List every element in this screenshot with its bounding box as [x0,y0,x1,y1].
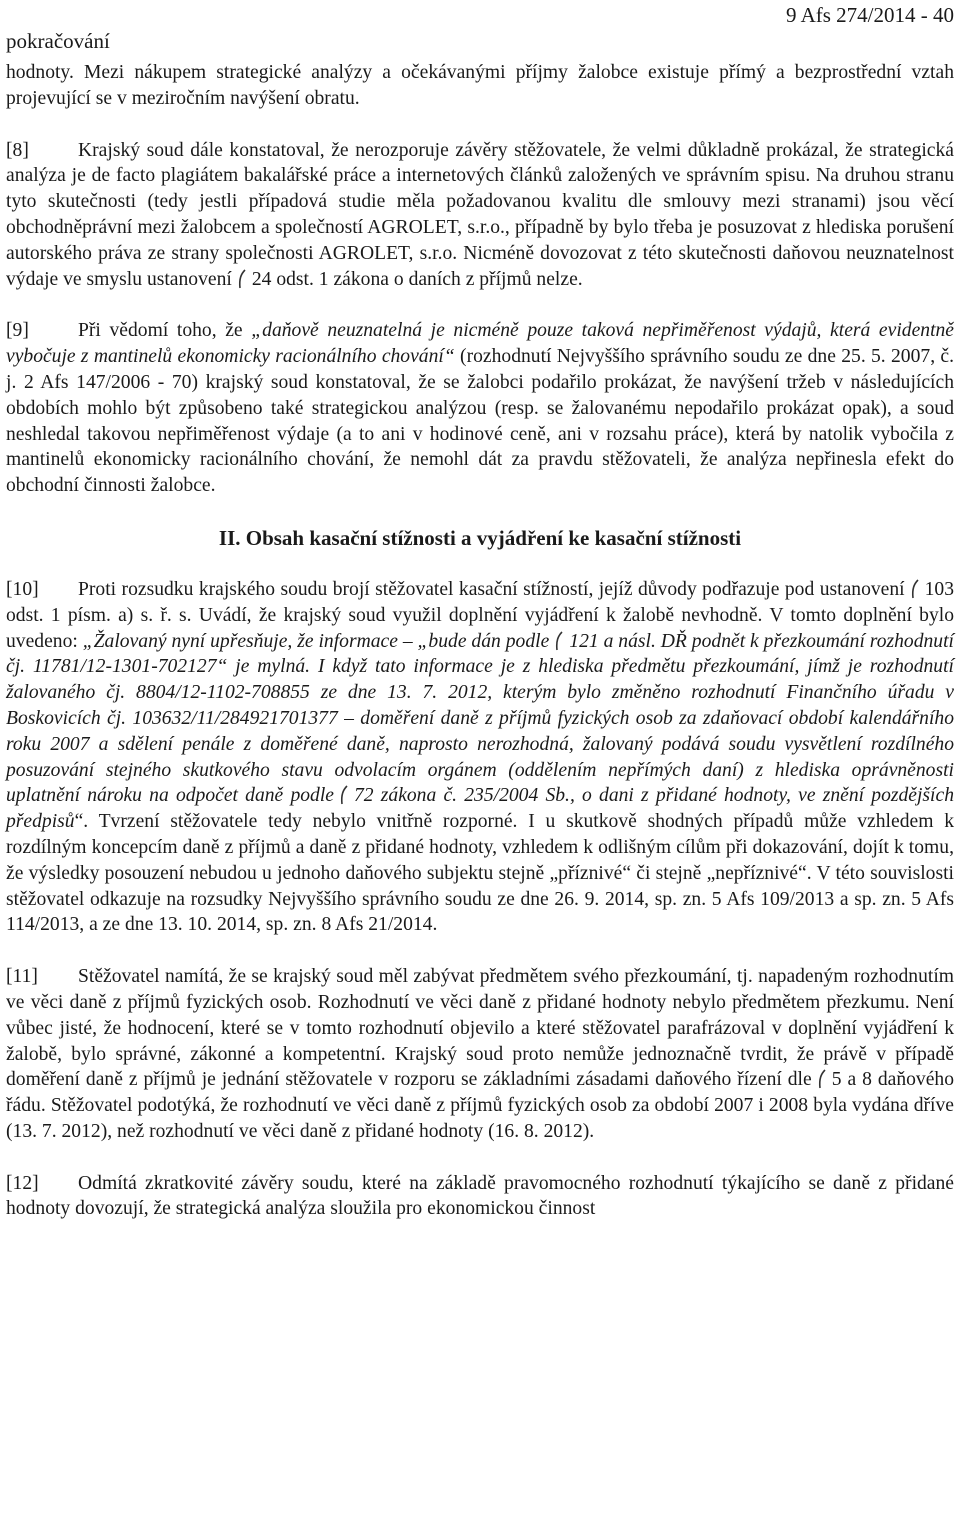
paragraph-number: [9] [6,320,29,342]
section-sign-icon [909,579,921,599]
section-sign-icon [553,631,565,651]
paragraph-11: [11] Stěžovatel namítá, že se krajský soud měl zabývat předmětem svého přezkoumání, tj. napadeným rozhodnutím ve věci daně z příjmů fyzických osob. Rozhodnutí ve věci daně z přidané hodnoty nebylo předmětem přezkumu. Není vůbec jisté, že hodnocení, které se v tomto rozhodnutí objevilo a které stěžovatel parafrázoval v doplnění vyjádření k žalobě, bylo správné, zákonné a kompetentní. Krajský soud proto nemůže jednoznačně tvrdit, že právě v případě doměření daně z příjmů je jednání stěžovatele v rozporu se základními zásadami daňového řízení dle 5 a 8 daňového řádu. Stěžovatel podotýká, že rozhodnutí ve věci daně z příjmů fyzických osob za období 2007 i 2008 byla vydána dříve (13. 7. 2012), než rozhodnutí ve věci daně z přidané hodnoty (16. 8. 2012). [6,966,954,1142]
header-continuation: pokračování [6,29,110,53]
paragraph-number: [11] [6,966,38,988]
document-page [6,0,954,1222]
section-heading: II. Obsah kasační stížnosti a vyjádření ke kasační stížnosti [218,525,742,550]
paragraph-number: [12] [6,1172,39,1194]
section-sign-icon [816,1069,828,1089]
paragraph-continuation: hodnoty. Mezi nákupem strategické analýzy a očekávanými příjmy žalobce existuje přímý a bezprostřední vztah projevující se v meziročním navýšení obratu. [6,62,954,109]
quote-judgment: „daňově neuznatelná je nicméně pouze taková nepřiměřenost výdajů, která evidentně vybočuje z mantinelů ekonomicky racionálního chování“ [6,320,955,368]
section-sign-icon [338,785,350,805]
page-header [6,0,954,60]
paragraph-number: [8] [6,139,29,161]
paragraph-10: [10] Proti rozsudku krajského soudu brojí stěžovatel kasační stížností, jejíž důvody podřazuje pod ustanovení 103 odst. 1 písm. a) s. ř. s. Uvádí, že krajský soud využil doplnění vyjádření k žalobě nevhodně. V tomto doplnění bylo uvedeno: „Žalovaný nyní upřesňuje, že informace – „bude dán podle 121 a násl. DŘ podnět k přezkoumání rozhodnutí čj. 11781/12-1301-702127“ je mylná. I když tato informace je z hlediska předmětu přezkoumání, jímž je rozhodnutí žalovaného čj. 8804/12-1102-708855 ze dne 13. 7. 2012, kterým bylo změněno rozhodnutí Finančního úřadu v Boskovicích čj. 103632/11/284921701377 – doměření daně z příjmů fyzických osob za zdaňovací období kalendářního roku 2007 a sdělení penále z doměřené daně, naprosto nerozhodná, žalovaný podává soudu vysvětlení rozdílného posuzování stejného skutkového stavu odvolacím orgánem (oddělením nepřímých daní) z hlediska oprávněnosti uplatnění nároku na odpočet daně podle 72 zákona č. 235/2004 Sb., o dani z přidané hodnoty, ve znění pozdějších předpisů“. Tvrzení stěžovatele tedy nebylo vnitřně rozporné. I u skutkově shodných případů může vzhledem k rozdílným koncepcím daně z příjmů a daně z přidané hodnoty, vzhledem k odlišným cílům při dokazování, dojít k tomu, že výsledky posouzení nebudou u jednoho daňového subjektu stejně „příznivé“ či stejně „nepříznivé“. V této souvislosti stěžovatel odkazuje na rozsudky Nejvyššího správního soudu ze dne 26. 9. 2014, sp. zn. 5 Afs 109/2013 a sp. zn. 5 Afs 114/2013, a ze dne 13. 10. 2014, sp. zn. 8 Afs 21/2014. [6,578,954,936]
paragraph-number: [10] [6,578,39,600]
case-number: 9 Afs 274/2014 - 40 [786,3,954,27]
paragraph-8: [8] Krajský soud dále konstatoval, že nerozporuje závěry stěžovatele, že velmi důkladně prokázal, že strategická analýza je de facto plagiátem bakalářské práce a internetových článků založených ve správním spisu. Na druhou stranu tyto skutečnosti (tedy jestli případová studie měla požadovanou kvalitu dle smlouvy mezi stranami) jsou věcí obchodněprávní mezi žalobcem a společností AGROLET, s.r.o., případně by bylo třeba je posuzovat z hlediska porušení autorského práva ze strany společnosti AGROLET, s.r.o. Nicméně dovozovat z této skutečnosti daňovou neuznatelnost výdaje ve smyslu ustanovení 24 odst. 1 zákona o daních z příjmů nelze. [6,139,954,290]
paragraph-12: [12] Odmítá zkratkovité závěry soudu, které na základě pravomocného rozhodnutí týkajícího se daně z přidané hodnoty dovozují, že strategická analýza sloužila pro ekonomickou činnost [6,1172,954,1220]
paragraph-9: [9] Při vědomí toho, že „daňově neuznatelná je nicméně pouze taková nepřiměřenost výdajů, která evidentně vybočuje z mantinelů ekonomicky racionálního chování“ (rozhodnutí Nejvyššího správního soudu ze dne 25. 5. 2007, č. j. 2 Afs 147/2006 - 70) krajský soud konstatoval, že se žalobci podařilo prokázat, že navýšení tržeb v následujících obdobích mohlo být způsobeno také strategickou analýzou (resp. se žalovanému nepodařilo prokázat opak), a soud neshledal takovou nepřiměřenost výdaje (a to ani v hodinové ceně, ani v rozsahu práce), která by natolik vybočila z mantinelů ekonomicky racionálního chování, že nemohl dát za pravdu stěžovateli, že analýza nepřinesla efekt do obchodní činnosti žalobce. [6,320,955,497]
section-sign-icon [236,269,248,289]
